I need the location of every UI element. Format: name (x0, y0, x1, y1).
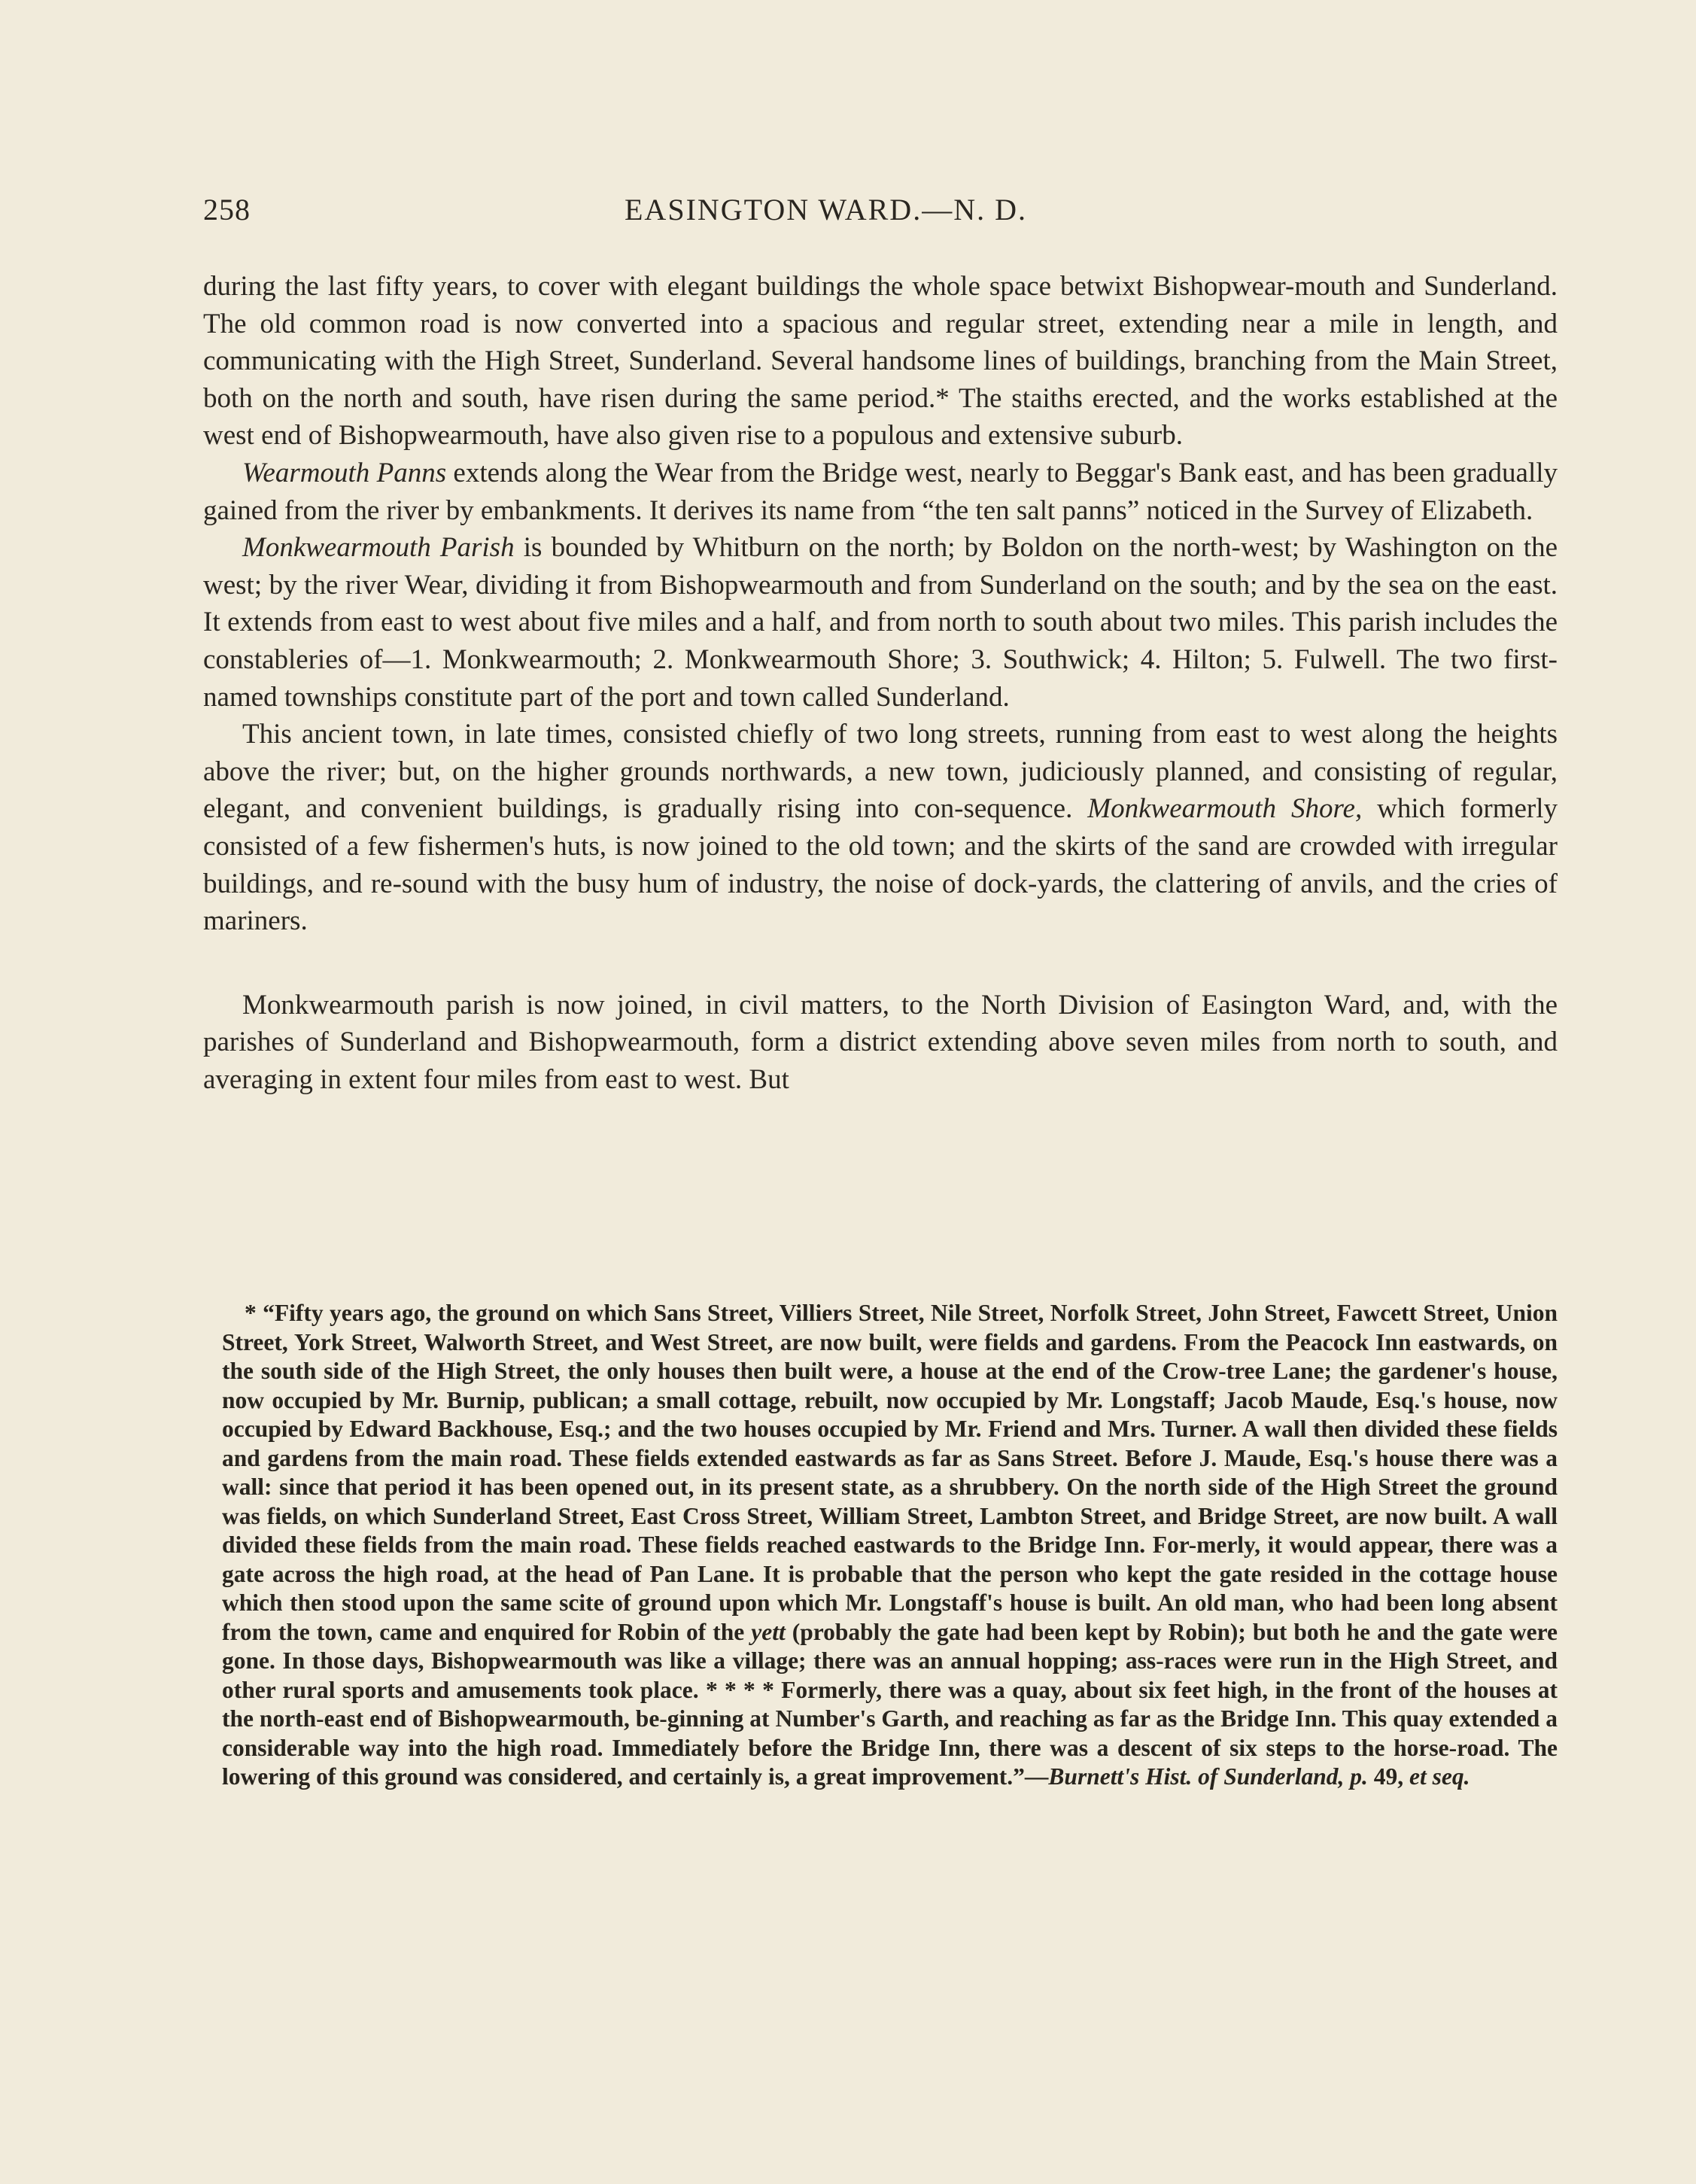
running-title: EASINGTON WARD.—N. D. (625, 193, 1027, 227)
paragraph-gap (203, 940, 1558, 987)
footnote-text: “Fifty years ago, the ground on which Sans Street, Villiers Street, Nile Street, Norfolk Street, John Street, Fawcett Street, Union Street, York Street, Walworth Street, and West Street, are now built, were fields and gardens. From the Peacock Inn eastwards, on the south side of the High Street, the only houses then built were, a house at the end of the Crow-tree Lane; the gardener's house, now occupied by Mr. Burnip, publican; a small cottage, rebuilt, now occupied by Mr. Longstaff; Jacob Maude, Esq.'s house, now occupied by Edward Backhouse, Esq.; and the two houses occupied by Mr. Friend and Mrs. Turner. A wall then divided these fields and gardens from the main road. These fields extended eastwards as far as Sans Street. Before J. Maude, Esq.'s house there was a wall: since that period it has been opened out, in its present state, as a shrubbery. On the north side of the High Street the ground was fields, on which Sunderland Street, East Cross Street, William Street, Lambton Street, and Bridge Street, are now built. A wall divided these fields from the main road. These fields reached eastwards to the Bridge Inn. For-merly, it would appear, there was a gate across the high road, at the head of Pan Lane. It is probable that the person who kept the gate resided in the cottage house which then stood upon the same scite of ground upon which Mr. Longstaff's house is built. An old man, who had been long absent from the town, came and enquired for Robin of the (222, 1300, 1558, 1645)
paragraph-text: which formerly consisted of a few fishermen's huts, is now joined to the old town; and the skirts of the sand are crowded with irregular buildings, and re-sound with the busy hum of industry, the noise of dock-yards, the clattering of anvils, and the cries of mariners. (203, 793, 1558, 937)
paragraph-ancient-town (203, 716, 1558, 940)
paragraph-text: extends along the Wear from the Bridge west, nearly to Beggar's Bank east, and has been gradually gained from the river by embankments. It derives its name from “the ten salt panns” noticed in the Survey of Elizabeth. (203, 457, 1558, 526)
paragraph-monkwearmouth-parish (203, 529, 1558, 716)
place-name-italic: Monkwearmouth Parish (242, 532, 515, 564)
footnote-citation-page: 49, (1367, 1763, 1410, 1790)
main-text (203, 268, 1558, 1098)
footnote-citation: Burnett's Hist. of Sunderland, p. (1048, 1763, 1368, 1790)
paragraph-text: is bounded by Whitburn on the north; by Boldon on the north-west; by Washington on the west; by the river Wear, dividing it from Bishopwearmouth and from Sunderland on the south; and by the sea on the east. It extends from east to west about five miles and a half, and from north to south about two miles. This parish includes the constableries of—1. Monkwearmouth; 2. Monkwearmouth Shore; 3. Southwick; 4. Hilton; 5. Fulwell. The two first-named townships constitute part of the port and town called Sunderland. (203, 532, 1558, 713)
footnote-italic-word: yett (751, 1618, 786, 1645)
footnote-paragraph (222, 1299, 1558, 1792)
paragraph-text: Monkwearmouth parish is now joined, in civil matters, to the North Division of Easington Ward, and, with the parishes of Sunderland and Bishopwearmouth, form a district extending above seven miles from north to south, and averaging in extent four miles from east to west. But (203, 989, 1558, 1095)
paragraph-wearmouth-panns (203, 455, 1558, 529)
paragraph-bishopwearmouth (203, 268, 1558, 455)
footnote-text: (probably the gate had been kept by Robin); but both he and the gate were gone. In those days, Bishopwearmouth was like a village; there was an annual hopping; ass-races were run in the High Street, and other rural sports and amusements took place. * * * * Formerly, there was a quay, about six feet high, in the front of the houses at the north-east end of Bishopwearmouth, be-ginning at Number's Garth, and reaching as far as the Bridge Inn. This quay extended a considerable way into the high road. Immediately before the Bridge Inn, there was a descent of six steps to the horse-road. The lowering of this ground was considered, and certainly is, a great improvement.”— (222, 1618, 1558, 1790)
footnote (222, 1299, 1558, 1792)
paragraph-civil-matters (203, 987, 1558, 1099)
paragraph-text: This ancient town, in late times, consisted chiefly of two long streets, running from east to west along the heights above the river; but, on the higher grounds northwards, a new town, judiciously planned, and consisting of regular, elegant, and convenient buildings, is gradually rising into con-sequence. (203, 719, 1558, 825)
place-name-italic: Monkwearmouth Shore, (1087, 793, 1363, 825)
footnote-marker: * (245, 1300, 263, 1326)
page-header (203, 192, 1558, 237)
page-number: 258 (203, 193, 251, 227)
footnote-citation-et-seq: et seq. (1409, 1763, 1470, 1790)
place-name-italic: Wearmouth Panns (242, 457, 447, 488)
paragraph-text: during the last fifty years, to cover with elegant buildings the whole space betwixt Bishopwear-mouth and Sunderland. The old common road is now converted into a spacious and regular street, extending near a mile in length, and communicating with the High Street, Sunderland. Several handsome lines of buildings, branching from the Main Street, both on the north and south, have risen during the same period.* The staiths erected, and the works established at the west end of Bishopwearmouth, have also given rise to a populous and extensive suburb. (203, 271, 1558, 452)
